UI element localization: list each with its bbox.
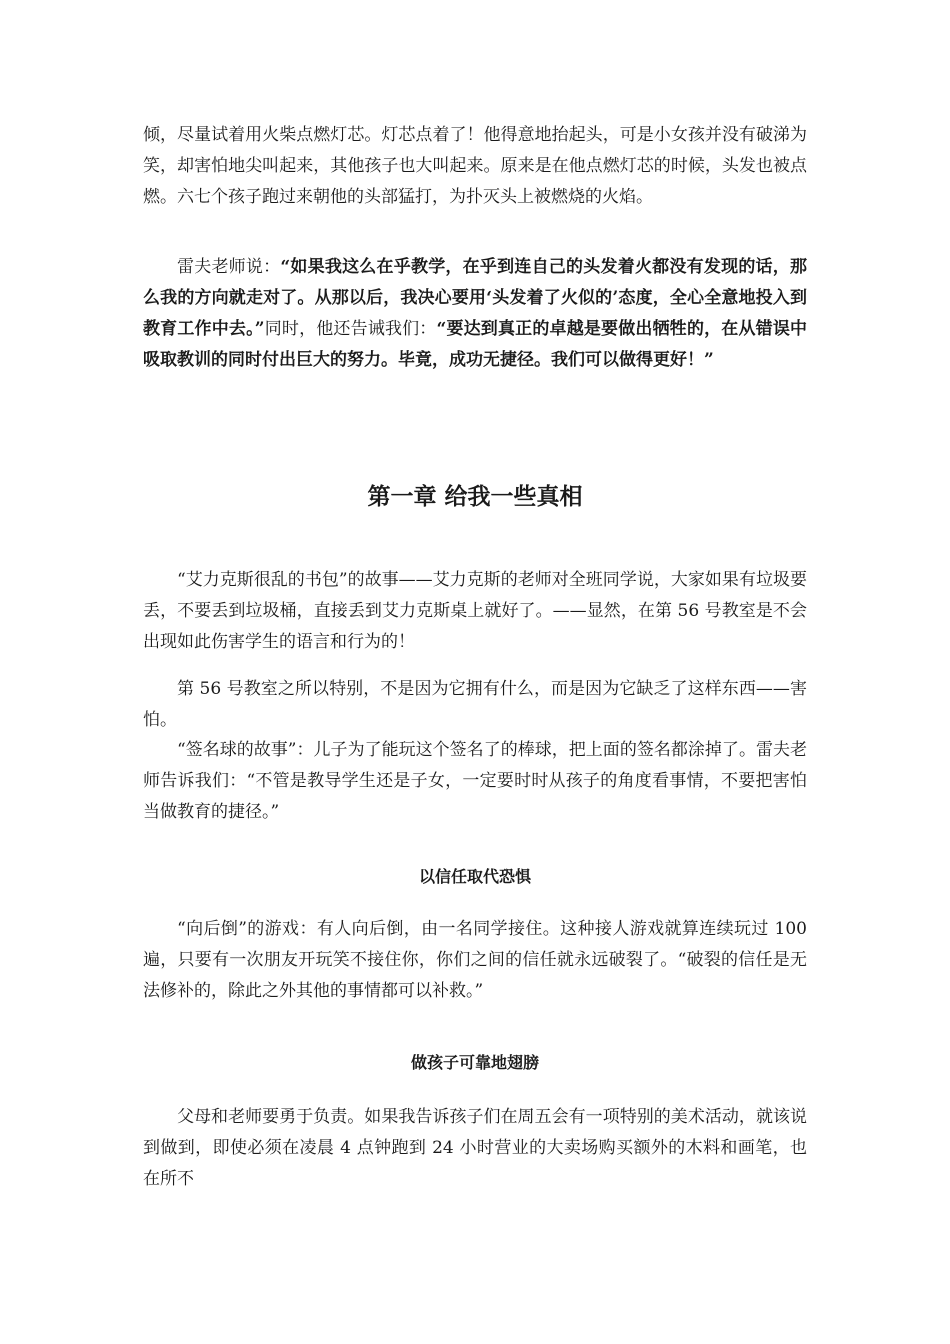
paragraph-fall-back-game: “向后倒”的游戏：有人向后倒，由一名同学接住。这种接人游戏就算连续玩过 100 遍，只要有一次朋友开玩笑不接住你，你们之间的信任就永远破裂了。“破裂的信任是无法修补的，除此之外其他的事情都可以补救。” bbox=[143, 919, 807, 1001]
paragraph-rafe-quote bbox=[143, 252, 807, 376]
paragraph-responsibility: 父母和老师要勇于负责。如果我告诉孩子们在周五会有一项特别的美术活动，就该说到做到，即使必须在凌晨 4 点钟跑到 24 小时营业的大卖场购买额外的木料和画笔，也在所不 bbox=[143, 1107, 807, 1189]
paragraph-signed-ball: “签名球的故事”：儿子为了能玩这个签名了的棒球，把上面的签名都涂掉了。雷夫老师告诉我们：“不管是教导学生还是子女，一定要时时从孩子的角度看事情，不要把害怕当做教育的捷径。” bbox=[143, 740, 807, 822]
paragraph-lamp-story: 倾，尽量试着用火柴点燃灯芯。灯芯点着了！他得意地抬起头，可是小女孩并没有破涕为笑，却害怕地尖叫起来，其他孩子也大叫起来。原来是在他点燃灯芯的时候，头发也被点燃。六七个孩子跑过来朝他的头部猛打，为扑灭头上被燃烧的火焰。 bbox=[143, 125, 807, 207]
quote-excellence: “要达到真正的卓越是要做出牺牲的，在从错误中吸取教训的同时付出巨大的努力。毕竟，成功无捷径。我们可以做得更好！” bbox=[143, 319, 808, 370]
quote-hair-on-fire: “如果我这么在乎教学，在乎到连自己的头发着火都没有发现的话，那么我的方向就走对了。从那以后，我决心要用‘头发着了火似的’态度，全心全意地投入到教育工作中去。” bbox=[143, 257, 808, 339]
chapter-title: 第一章 给我一些真相 bbox=[367, 483, 583, 510]
paragraph-room-56: 第 56 号教室之所以特别，不是因为它拥有什么，而是因为它缺乏了这样东西——害怕。 bbox=[143, 679, 807, 730]
subheading-trust: 以信任取代恐惧 bbox=[418, 867, 531, 886]
quote-lead: 雷夫老师说： bbox=[177, 257, 281, 277]
quote-mid: 同时，他还告诫我们： bbox=[264, 319, 437, 339]
subheading-wings: 做孩子可靠地翅膀 bbox=[410, 1053, 539, 1072]
paragraph-alex-backpack: “艾力克斯很乱的书包”的故事——艾力克斯的老师对全班同学说，大家如果有垃圾要丢，不要丢到垃圾桶，直接丢到艾力克斯桌上就好了。——显然，在第 56 号教室是不会出现如此伤害学生的语言和行为的！ bbox=[143, 570, 807, 652]
